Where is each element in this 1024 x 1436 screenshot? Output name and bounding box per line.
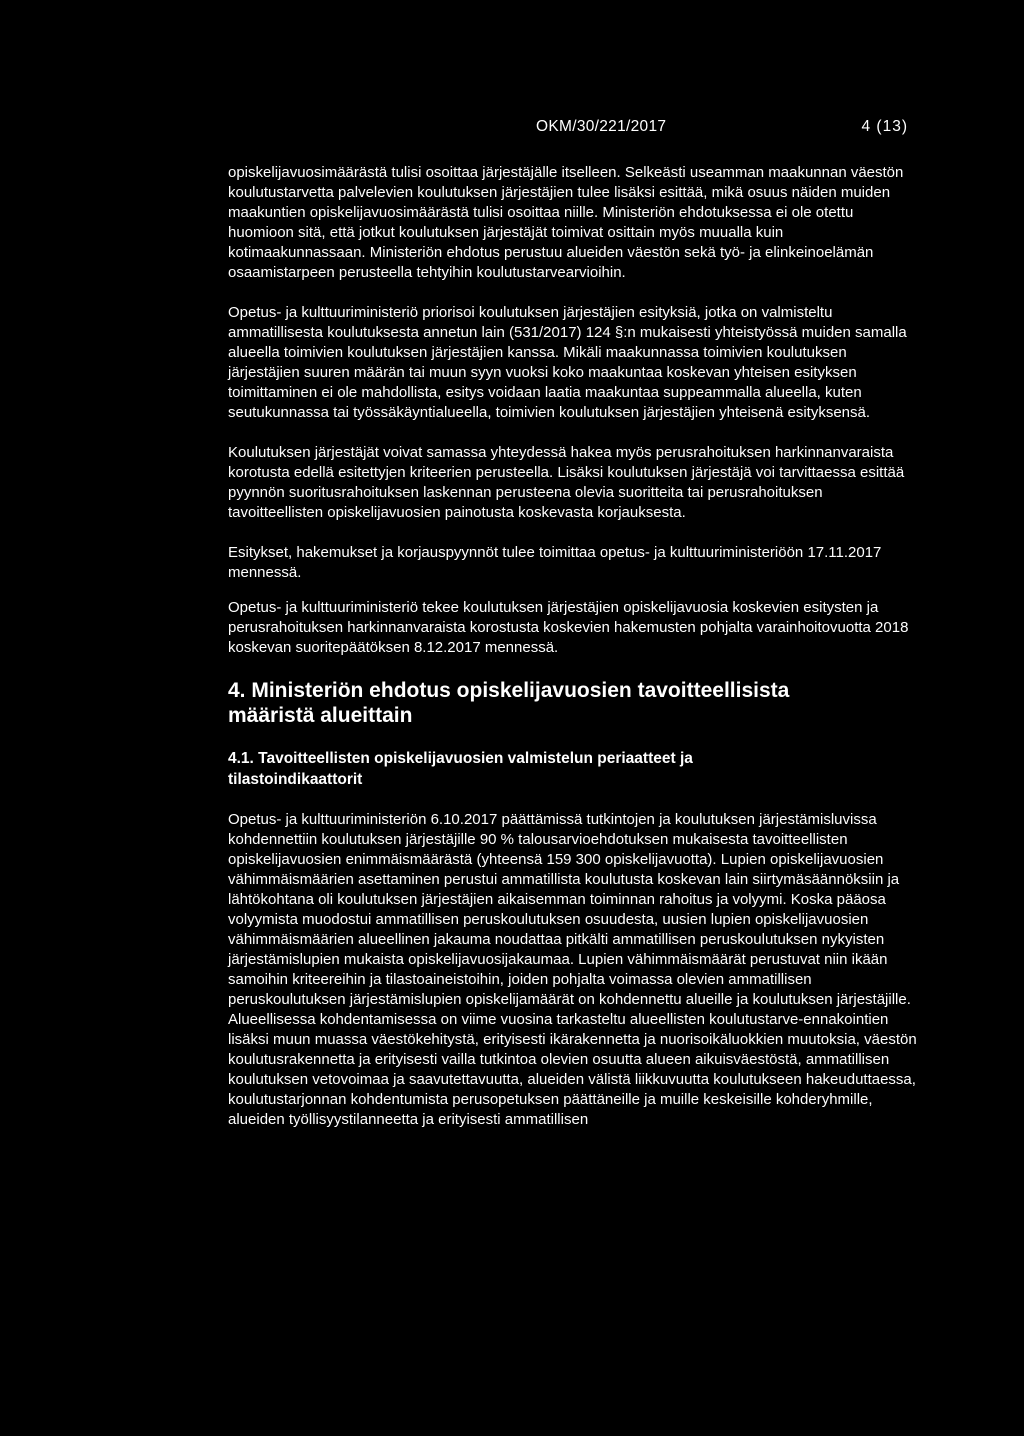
subsection-heading: 4.1. Tavoitteellisten opiskelijavuosien valmistelun periaatteet ja tilastoindikaattorit [228,750,693,788]
paragraph: Opetus- ja kulttuuriministeriö tekee koulutuksen järjestäjien opiskelijavuosia koskevien esitysten ja perusrahoituksen harkinnanvaraista korostusta koskevien hakemusten pohjalta varainhoitovuotta 2018 koskevan suoritepäätöksen 8.12.2017 mennessä. [228,599,909,656]
paragraph: Opetus- ja kulttuuriministeriön 6.10.2017 päättämissä tutkintojen ja koulutuksen järjestämisluvissa kohdennettiin koulutuksen järjestäjille 90 % talousarvioehdotuksen mukaisesta tavoitteellisten opiskelijavuosien enimmäismäärästä (yhteensä 159 300 opiskelijavuotta). Lupien opiskelijavuosien vähimmäismäärien asettaminen perustui ammatillista koulutusta koskevan lain siirtymäsäännöksiin ja lähtökohtana oli koulutuksen järjestäjien aikaisemman toiminnan rahoitus ja volyymi. Koska pääosa volyymista muodostui ammatillisen peruskoulutuksen osuudesta, uusien lupien opiskelijavuosien vähimmäismäärien alueellinen jakauma noudattaa pitkälti ammatillisen peruskoulutuksen nykyisten järjestämislupien mukaista opiskelijavuosijakaumaa. Lupien vähimmäismäärät perustuvat niin ikään samoihin kriteereihin ja tilastoaineistoihin, joiden pohjalta voimassa olevien ammatillisen peruskoulutuksen järjestämislupien opiskelijamäärät on kohdennettu alueille ja koulutuksen järjestäjille. Alueellisessa kohdentamisessa on viime vuosina tarkasteltu alueellisten koulutustarve-ennakointien lisäksi muun muassa väestökehitystä, erityisesti ikärakennetta ja nuorisoikäluokkien muutoksia, väestön koulutusrakennetta ja erityisesti vailla tutkintoa olevien osuutta alueen aikuisväestöstä, ammatillisen koulutuksen vetovoimaa ja saavutettavuutta, alueiden välistä liikkuvuutta koulutukseen hakeuduttaessa, koulutustarjonnan kohdentumista perusopetuksen päättäneille ja muille keskeisille kohderyhmille, alueiden työllisyystilanneetta ja erityisesti ammatillisen [228,811,917,1128]
document-body [228,163,918,1150]
paragraph: Koulutuksen järjestäjät voivat samassa yhteydessä hakea myös perusrahoituksen harkinnanvaraista korotusta edellä esitettyjen kriteerien perusteella. Lisäksi koulutuksen järjestäjä voi tarvittaessa esittää pyynnön suoritusrahoituksen laskennan perusteena olevia suoritteita tai perusrahoituksen tavoitteellisten opiskelijavuosien painotusta koskevasta korjauksesta. [228,444,905,521]
document-reference: OKM/30/221/2017 [536,118,667,135]
paragraph: Opetus- ja kulttuuriministeriö priorisoi koulutuksen järjestäjien esityksiä, jotka on valmisteltu ammatillisesta koulutuksesta annetun lain (531/2017) 124 §:n mukaisesti yhteistyössä muiden samalla alueella toimivien koulutuksen järjestäjien kanssa. Mikäli maakunnassa toimivien koulutuksen järjestäjien suuren määrän tai muun syyn vuoksi koko maakuntaa koskevan yhteisen esityksen toimittaminen ei ole mahdollista, esitys voidaan laatia maakuntaa suppeammalla alueella, kuten seutukunnassa tai työssäkäyntialueella, toimivien koulutuksen järjestäjien yhteisenä esityksensä. [228,304,907,421]
page-number: 4 (13) [861,118,908,135]
section-heading: 4. Ministeriön ehdotus opiskelijavuosien tavoitteellisista määristä alueittain [228,679,790,727]
paragraph: opiskelijavuosimäärästä tulisi osoittaa järjestäjälle itselleen. Selkeästi useamman maakunnan väestön koulutustarvetta palvelevien koulutuksen järjestäjien tulee lisäksi esittää, mikä osuus näiden muiden maakuntien opiskelijavuosimäärästä tulisi osoittaa niille. Ministeriön ehdotuksessa ei ole otettu huomioon sitä, että jotkut koulutuksen järjestäjät toimivat osittain myös muualla kuin kotimaakunnassaan. Ministeriön ehdotus perustuu alueiden väestön sekä työ- ja elinkeinoelämän osaamistarpeen perusteella tehtyihin koulutustarvearvioihin. [228,164,904,281]
paragraph: Esitykset, hakemukset ja korjauspyynnöt tulee toimittaa opetus- ja kulttuuriministeriöön 17.11.2017 mennessä. [228,544,882,581]
